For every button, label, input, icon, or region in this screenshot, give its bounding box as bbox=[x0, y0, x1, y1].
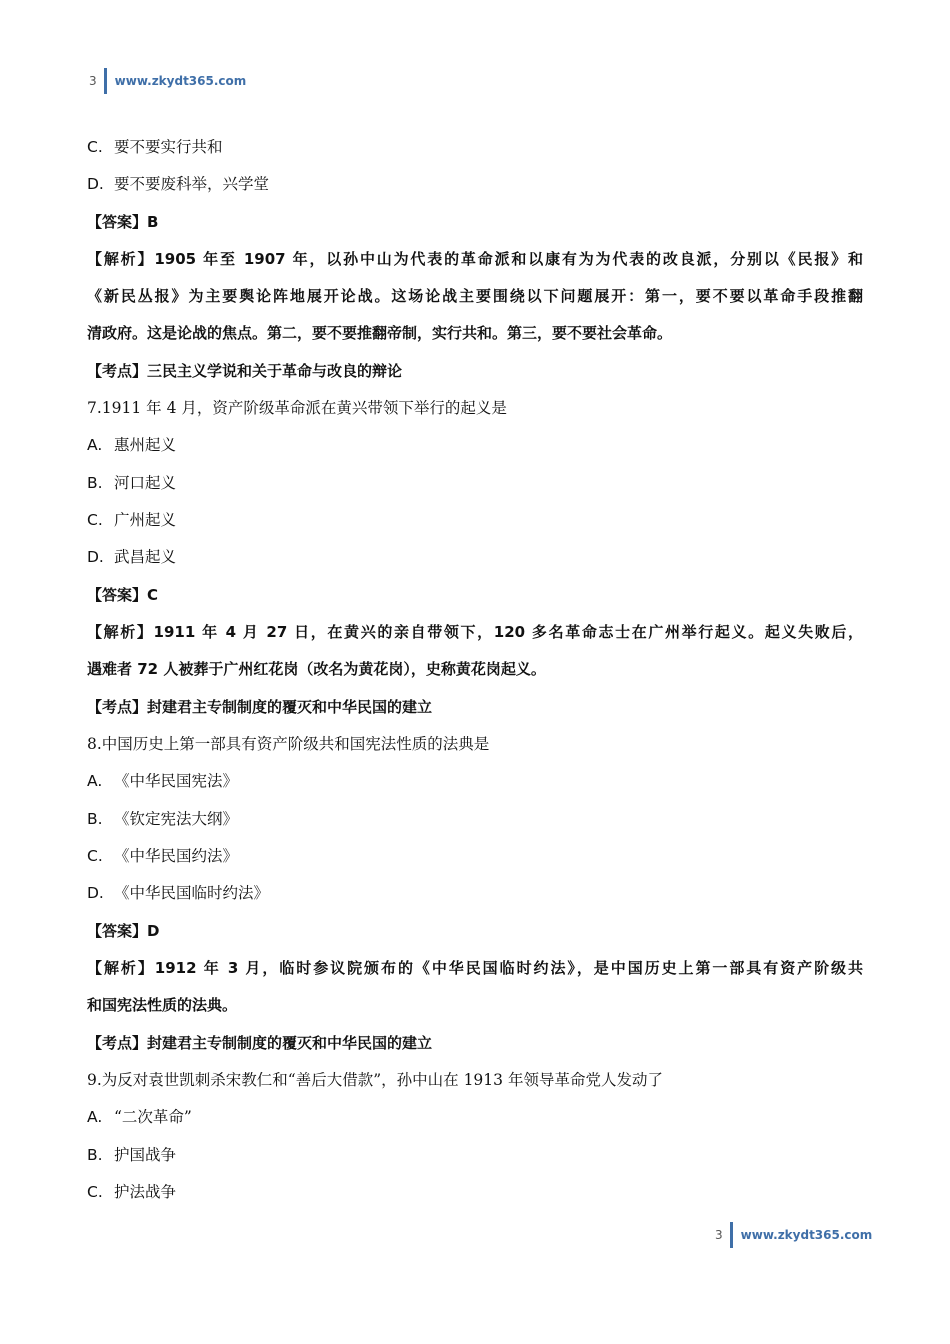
option-label: C. bbox=[87, 138, 103, 156]
option-label: C. bbox=[87, 511, 103, 529]
q9-option-b bbox=[87, 1145, 176, 1165]
option-label: D. bbox=[87, 884, 104, 902]
q7-topic: 【考点】封建君主专制制度的覆灭和中华民国的建立 bbox=[87, 698, 433, 716]
q9-question: 9.为反对袁世凯刺杀宋教仁和“善后大借款”，孙中山在 1913 年领导革命党人发动了 bbox=[87, 1071, 663, 1089]
option-text: 惠州起义 bbox=[114, 436, 177, 454]
q8-topic: 【考点】封建君主专制制度的覆灭和中华民国的建立 bbox=[87, 1034, 433, 1052]
q9-option-a bbox=[87, 1107, 192, 1127]
option-label: A. bbox=[87, 1108, 103, 1126]
option-text: 《中华民国宪法》 bbox=[114, 772, 239, 790]
q6-analysis-line-3: 清政府。这是论战的焦点。第二，要不要推翻帝制，实行共和。第三，要不要社会革命。 bbox=[87, 324, 673, 342]
q7-option-d bbox=[87, 547, 176, 567]
q6-answer: 【答案】B bbox=[87, 213, 159, 231]
q7-option-c bbox=[87, 510, 176, 530]
option-label: A. bbox=[87, 436, 103, 454]
option-label: B. bbox=[87, 810, 103, 828]
option-text: 要不要实行共和 bbox=[114, 138, 223, 156]
q6-analysis-line-2: 《新民丛报》为主要舆论阵地展开论战。这场论战主要围绕以下问题展开：第一，要不要以革命手段推翻 bbox=[87, 287, 863, 305]
header-divider bbox=[104, 68, 107, 94]
q7-analysis-line-2: 遇难者 72 人被葬于广州红花岗（改名为黄花岗），史称黄花岗起义。 bbox=[87, 660, 546, 678]
option-text: “二次革命” bbox=[114, 1108, 192, 1126]
footer-site-link[interactable]: www.zkydt365.com bbox=[740, 1228, 873, 1242]
q6-topic: 【考点】三民主义学说和关于革命与改良的辩论 bbox=[87, 362, 403, 380]
option-label: C. bbox=[87, 847, 103, 865]
q8-option-d bbox=[87, 883, 269, 903]
q7-option-b bbox=[87, 473, 176, 493]
q8-answer: 【答案】D bbox=[87, 922, 160, 940]
option-text: 河口起义 bbox=[114, 474, 177, 492]
footer-page-number: 3 bbox=[715, 1228, 723, 1242]
option-label: B. bbox=[87, 1146, 103, 1164]
option-text: 护法战争 bbox=[114, 1183, 177, 1201]
q7-question: 7.1911 年 4 月，资产阶级革命派在黄兴带领下举行的起义是 bbox=[87, 399, 507, 417]
q8-option-b bbox=[87, 809, 238, 829]
option-label: D. bbox=[87, 548, 104, 566]
option-text: 护国战争 bbox=[114, 1146, 177, 1164]
q8-question: 8.中国历史上第一部具有资产阶级共和国宪法性质的法典是 bbox=[87, 735, 490, 753]
q7-answer: 【答案】C bbox=[87, 586, 159, 604]
option-text: 《中华民国约法》 bbox=[114, 847, 239, 865]
q6-analysis-line-1: 【解析】1905 年至 1907 年，以孙中山为代表的革命派和以康有为为代表的改良派，分别以《民报》和 bbox=[87, 250, 863, 268]
page-header bbox=[89, 68, 246, 94]
footer-divider bbox=[730, 1222, 733, 1248]
option-text: 武昌起义 bbox=[114, 548, 177, 566]
header-site-link[interactable]: www.zkydt365.com bbox=[114, 74, 247, 88]
q6-option-d bbox=[87, 174, 269, 194]
option-label: A. bbox=[87, 772, 103, 790]
q9-option-c bbox=[87, 1182, 176, 1202]
header-page-number: 3 bbox=[89, 74, 97, 88]
option-label: D. bbox=[87, 175, 104, 193]
q7-analysis-line-1: 【解析】1911 年 4 月 27 日，在黄兴的亲自带领下，120 多名革命志士在广州举行起义。起义失败后， bbox=[87, 623, 863, 641]
option-text: 《中华民国临时约法》 bbox=[114, 884, 270, 902]
option-text: 《钦定宪法大纲》 bbox=[114, 810, 239, 828]
page-footer bbox=[715, 1222, 872, 1248]
q8-option-c bbox=[87, 846, 238, 866]
option-text: 广州起义 bbox=[114, 511, 177, 529]
q8-analysis-line-2: 和国宪法性质的法典。 bbox=[87, 996, 238, 1014]
option-label: B. bbox=[87, 474, 103, 492]
option-label: C. bbox=[87, 1183, 103, 1201]
q7-option-a bbox=[87, 435, 176, 455]
q6-option-c bbox=[87, 137, 223, 157]
option-text: 要不要废科举，兴学堂 bbox=[114, 175, 270, 193]
q8-analysis-line-1: 【解析】1912 年 3 月，临时参议院颁布的《中华民国临时约法》，是中国历史上第一部具有资产阶级共 bbox=[87, 959, 863, 977]
q8-option-a bbox=[87, 771, 238, 791]
